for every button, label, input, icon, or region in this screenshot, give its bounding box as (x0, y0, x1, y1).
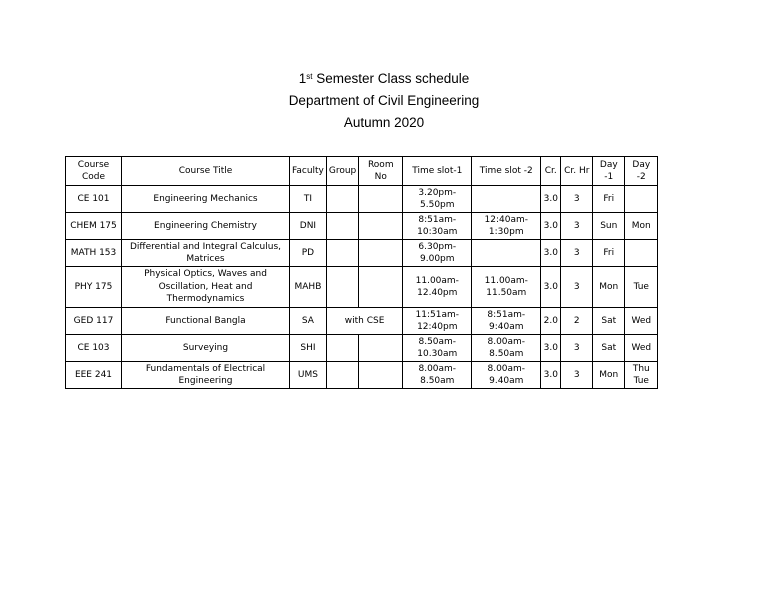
day-2: Tue (625, 267, 658, 308)
course-title: Surveying (122, 335, 290, 362)
course-title: Engineering Chemistry (122, 213, 290, 240)
time-slot-2: 8:51am-9:40am (472, 308, 541, 335)
table-row (66, 213, 658, 240)
header-time-slot-1: Time slot-1 (403, 157, 472, 186)
header-room: Room No (359, 157, 403, 186)
course-code: EEE 241 (66, 362, 122, 389)
table-row (66, 186, 658, 213)
header-day-2: Day -2 (625, 157, 658, 186)
day-1: Sun (593, 213, 625, 240)
day-2 (625, 240, 658, 267)
time-slot-1: 6.30pm-9.00pm (403, 240, 472, 267)
header-day-1: Day -1 (593, 157, 625, 186)
credit: 3.0 (541, 186, 561, 213)
credit: 3.0 (541, 267, 561, 308)
credit: 2.0 (541, 308, 561, 335)
credit-hours: 2 (561, 308, 593, 335)
day-2 (625, 186, 658, 213)
time-slot-1: 3.20pm-5.50pm (403, 186, 472, 213)
header-credit: Cr. (541, 157, 561, 186)
course-title: Physical Optics, Waves and Oscillation, Heat and Thermodynamics (122, 267, 290, 308)
time-slot-1: 11:51am-12:40pm (403, 308, 472, 335)
course-code: PHY 175 (66, 267, 122, 308)
time-slot-1: 11.00am-12.40pm (403, 267, 472, 308)
time-slot-2: 11.00am-11.50am (472, 267, 541, 308)
credit: 3.0 (541, 213, 561, 240)
schedule-table (65, 156, 658, 389)
group (326, 267, 358, 308)
time-slot-2 (472, 240, 541, 267)
group (326, 362, 358, 389)
term-name: Autumn 2020 (343, 115, 425, 130)
table-row (66, 362, 658, 389)
credit-hours: 3 (561, 240, 593, 267)
title-ordinal: st (306, 72, 313, 81)
time-slot-1: 8:51am-10:30am (403, 213, 472, 240)
room (359, 335, 403, 362)
room (359, 362, 403, 389)
faculty: SHI (290, 335, 327, 362)
room (359, 186, 403, 213)
faculty: TI (290, 186, 327, 213)
group (326, 186, 358, 213)
day-1: Mon (593, 267, 625, 308)
credit-hours: 3 (561, 362, 593, 389)
day-2: Wed (625, 308, 658, 335)
header-faculty: Faculty (290, 157, 327, 186)
faculty: MAHB (290, 267, 327, 308)
group (326, 335, 358, 362)
time-slot-1: 8.50am-10.30am (403, 335, 472, 362)
time-slot-2 (472, 186, 541, 213)
day-2: Thu Tue (625, 362, 658, 389)
day-1: Fri (593, 240, 625, 267)
room (359, 213, 403, 240)
course-title: Engineering Mechanics (122, 186, 290, 213)
table-header-row (66, 157, 658, 186)
course-code: CE 103 (66, 335, 122, 362)
time-slot-2: 12:40am-1:30pm (472, 213, 541, 240)
faculty: PD (290, 240, 327, 267)
course-code: MATH 153 (66, 240, 122, 267)
schedule-title (0, 68, 768, 90)
header-group: Group (326, 157, 358, 186)
course-title: Functional Bangla (122, 308, 290, 335)
credit: 3.0 (541, 335, 561, 362)
course-code: GED 117 (66, 308, 122, 335)
credit: 3.0 (541, 240, 561, 267)
header-credit-hours: Cr. Hr (561, 157, 593, 186)
credit-hours: 3 (561, 267, 593, 308)
faculty: DNI (290, 213, 327, 240)
group-room-merged: with CSE (326, 308, 402, 335)
day-2: Mon (625, 213, 658, 240)
header-time-slot-2: Time slot -2 (472, 157, 541, 186)
day-1: Sat (593, 308, 625, 335)
time-slot-1: 8.00am-8.50am (403, 362, 472, 389)
table-row (66, 240, 658, 267)
credit-hours: 3 (561, 335, 593, 362)
title-text: Semester Class schedule (312, 71, 470, 86)
group (326, 240, 358, 267)
group (326, 213, 358, 240)
title-number: 1 (298, 71, 307, 86)
faculty: SA (290, 308, 327, 335)
time-slot-2: 8.00am-9.40am (472, 362, 541, 389)
credit-hours: 3 (561, 213, 593, 240)
course-code: CHEM 175 (66, 213, 122, 240)
day-1: Mon (593, 362, 625, 389)
time-slot-2: 8.00am-8.50am (472, 335, 541, 362)
course-title: Fundamentals of Electrical Engineering (122, 362, 290, 389)
day-2: Wed (625, 335, 658, 362)
table-row (66, 267, 658, 308)
header-course-code: Course Code (66, 157, 122, 186)
course-title: Differential and Integral Calculus, Matrices (122, 240, 290, 267)
day-1: Fri (593, 186, 625, 213)
credit: 3.0 (541, 362, 561, 389)
credit-hours: 3 (561, 186, 593, 213)
table-row (66, 308, 658, 335)
header-course-title: Course Title (122, 157, 290, 186)
faculty: UMS (290, 362, 327, 389)
day-1: Sat (593, 335, 625, 362)
room (359, 240, 403, 267)
document-header (0, 68, 768, 134)
course-code: CE 101 (66, 186, 122, 213)
department-name: Department of Civil Engineering (288, 93, 480, 108)
room (359, 267, 403, 308)
table-row (66, 335, 658, 362)
